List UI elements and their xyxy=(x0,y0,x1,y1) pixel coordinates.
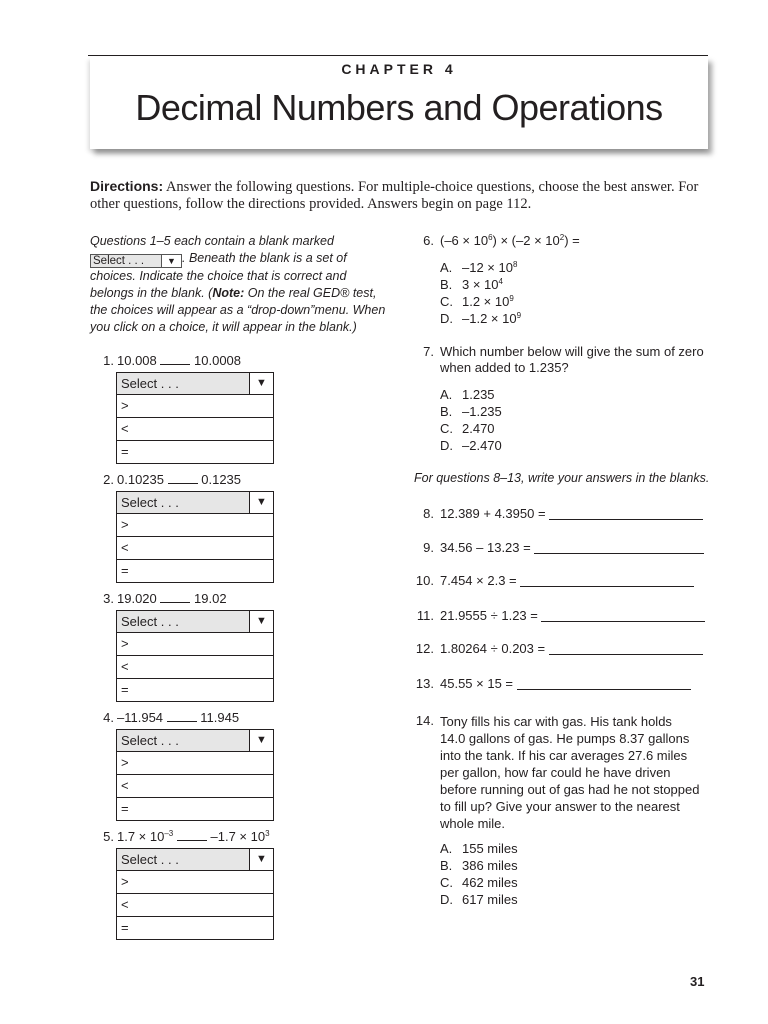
dropdown-select[interactable] xyxy=(116,729,274,752)
exponent: 6 xyxy=(488,233,493,242)
chevron-down-icon[interactable]: ▼ xyxy=(249,373,273,394)
sample-select-label: Select . . . xyxy=(93,255,145,267)
dropdown-placeholder: Select . . . xyxy=(121,614,179,629)
question-text: Tony fills his car with gas. His tank holds xyxy=(440,714,672,729)
option-text: 1.235 xyxy=(462,387,495,402)
option-letter: D. xyxy=(440,892,453,907)
option-letter: B. xyxy=(440,858,453,873)
question-number: 9. xyxy=(423,540,434,555)
option-letter: C. xyxy=(440,294,453,309)
dropdown-option-greater[interactable]: > xyxy=(116,871,274,894)
question-text: to fill up? Give your answer to the nearest xyxy=(440,799,680,814)
option-text: 3 × 10 xyxy=(462,277,499,292)
option-d[interactable] xyxy=(440,310,521,327)
question-text: (–6 × 10 xyxy=(440,233,489,248)
sample-select xyxy=(90,254,182,268)
option-letter: B. xyxy=(440,277,453,292)
answer-blank[interactable] xyxy=(534,542,704,554)
answer-blank[interactable] xyxy=(541,610,705,622)
answer-blank xyxy=(160,591,190,603)
dropdown-option-less[interactable]: < xyxy=(116,537,274,560)
option-text: 155 miles xyxy=(462,841,518,856)
answer-blank[interactable] xyxy=(549,508,703,520)
question-text: 34.56 – 13.23 = xyxy=(440,540,531,555)
question-left-value: 1.7 × 10 xyxy=(117,829,165,844)
question-right-value: 11.945 xyxy=(200,710,240,725)
option-text: 1.2 × 10 xyxy=(462,294,510,309)
option-text: –2.470 xyxy=(462,438,502,453)
option-d[interactable] xyxy=(440,891,518,908)
dropdown-option-equal[interactable]: = xyxy=(116,798,274,821)
question-number: 4. xyxy=(103,710,114,725)
dropdown-option-greater[interactable]: > xyxy=(116,752,274,775)
option-d[interactable] xyxy=(440,437,502,454)
intro-part3: On the real GED® test, the choices will appear as a “drop-down”menu. When you click on a choice, it will appear in the blank.) xyxy=(90,286,386,334)
dropdown-option-greater[interactable]: > xyxy=(116,514,274,537)
question-text: ) × (–2 × 10 xyxy=(492,233,560,248)
exponent: –3 xyxy=(164,829,174,838)
question-number: 8. xyxy=(423,506,434,521)
exponent: 8 xyxy=(512,260,518,269)
exponent: 2 xyxy=(559,233,565,242)
question-text: 45.55 × 15 = xyxy=(440,676,514,691)
question-left-value: 19.020 xyxy=(117,591,157,606)
answer-blank xyxy=(177,829,207,841)
dropdown-placeholder: Select . . . xyxy=(121,495,179,510)
note-label: Note: xyxy=(212,286,245,300)
option-text: –1.235 xyxy=(462,404,502,419)
option-text: 386 miles xyxy=(462,858,518,873)
question-14-options xyxy=(440,840,518,908)
page-title: Decimal Numbers and Operations xyxy=(135,87,663,128)
question-text: 14.0 gallons of gas. He pumps 8.37 gallons xyxy=(440,731,690,746)
answer-blank[interactable] xyxy=(517,678,691,690)
option-b[interactable] xyxy=(440,857,518,874)
directions xyxy=(90,178,710,213)
chevron-down-icon[interactable]: ▼ xyxy=(249,611,273,632)
chevron-down-icon: ▼ xyxy=(161,255,181,267)
page-number: 31 xyxy=(690,974,705,989)
top-rule xyxy=(88,55,708,56)
option-a[interactable] xyxy=(440,259,521,276)
option-a[interactable] xyxy=(440,840,518,857)
option-text: 2.470 xyxy=(462,421,495,436)
answer-dropdown-5[interactable] xyxy=(116,848,274,940)
dropdown-option-less[interactable]: < xyxy=(116,894,274,917)
dropdown-select[interactable] xyxy=(116,491,274,514)
option-letter: C. xyxy=(440,421,453,436)
dropdown-select[interactable] xyxy=(116,848,274,871)
option-letter: A. xyxy=(440,387,453,402)
question-left-value: 10.008 xyxy=(117,353,157,368)
dropdown-placeholder: Select . . . xyxy=(121,852,179,867)
question-number: 12. xyxy=(415,641,434,656)
question-text: Which number below will give the sum of zero xyxy=(440,344,704,359)
option-c[interactable] xyxy=(440,293,521,310)
option-text: –1.2 × 10 xyxy=(462,311,517,326)
question-right-value: –1.7 × 10 xyxy=(210,829,266,844)
option-letter: A. xyxy=(440,841,453,856)
answer-dropdown-4[interactable] xyxy=(116,729,274,821)
directions-text: Answer the following questions. For multiple-choice questions, choose the best answer. For other questions, follow the directions provided. Answers begin on page 112. xyxy=(90,179,699,212)
question-number: 1. xyxy=(103,353,114,368)
dropdown-option-less[interactable]: < xyxy=(116,418,274,441)
intro-text xyxy=(90,233,390,336)
question-number: 6. xyxy=(423,233,434,248)
answer-blank xyxy=(160,353,190,365)
option-text: –12 × 10 xyxy=(462,260,513,275)
question-text: per gallon, how far could he have driven xyxy=(440,765,671,780)
dropdown-select[interactable] xyxy=(116,610,274,633)
answer-dropdown-3[interactable] xyxy=(116,610,274,702)
question-text: 12.389 + 4.3950 = xyxy=(440,506,546,521)
exponent: 4 xyxy=(498,277,503,286)
question-number: 11. xyxy=(416,608,434,623)
question-text: into the tank. If his car averages 27.6 miles xyxy=(440,748,688,763)
question-right-value: 10.0008 xyxy=(194,353,242,368)
option-letter: B. xyxy=(440,404,453,419)
chapter-header xyxy=(90,57,708,149)
directions-label: Directions: xyxy=(90,178,164,194)
question-text: whole mile. xyxy=(440,816,506,831)
exponent: 9 xyxy=(516,311,522,320)
question-number: 10. xyxy=(415,573,434,588)
question-right-value: 19.02 xyxy=(194,591,227,606)
question-right-value: 0.1235 xyxy=(201,472,242,487)
option-a[interactable] xyxy=(440,386,502,403)
question-number: 2. xyxy=(103,472,114,487)
exponent: 3 xyxy=(265,829,270,838)
dropdown-option-equal[interactable]: = xyxy=(116,441,274,464)
chapter-label: CHAPTER 4 xyxy=(341,61,457,77)
question-text: ) = xyxy=(564,233,580,248)
dropdown-option-greater[interactable]: > xyxy=(116,395,274,418)
option-c[interactable] xyxy=(440,874,518,891)
option-letter: D. xyxy=(440,311,453,326)
option-text: 617 miles xyxy=(462,892,518,907)
chevron-down-icon[interactable]: ▼ xyxy=(249,730,273,751)
answer-blank xyxy=(168,472,198,484)
dropdown-option-less[interactable]: < xyxy=(116,656,274,679)
dropdown-option-equal[interactable]: = xyxy=(116,679,274,702)
fill-in-instructions: For questions 8–13, write your answers in the blanks. xyxy=(414,471,710,485)
dropdown-placeholder: Select . . . xyxy=(121,733,179,748)
answer-blank xyxy=(167,710,197,722)
option-b[interactable] xyxy=(440,403,502,420)
intro-part1: Questions 1–5 each contain a blank marked xyxy=(90,234,334,248)
option-letter: C. xyxy=(440,875,453,890)
dropdown-option-greater[interactable]: > xyxy=(116,633,274,656)
intro-part2: . Beneath the blank is a set of choices. Indicate the choice that is correct and belongs in the blank. ( xyxy=(90,251,347,300)
question-text: 1.80264 ÷ 0.203 = xyxy=(440,641,546,656)
dropdown-select[interactable] xyxy=(116,372,274,395)
dropdown-option-less[interactable]: < xyxy=(116,775,274,798)
question-number: 5. xyxy=(103,829,114,844)
question-left-value: –11.954 xyxy=(117,710,164,725)
option-letter: D. xyxy=(440,438,453,453)
question-number: 7. xyxy=(423,344,434,359)
option-letter: A. xyxy=(440,260,453,275)
exponent: 9 xyxy=(509,294,514,303)
answer-dropdown-2[interactable] xyxy=(116,491,274,583)
question-6-options xyxy=(440,259,521,327)
chevron-down-icon[interactable]: ▼ xyxy=(249,492,273,513)
answer-blank[interactable] xyxy=(520,575,694,587)
question-number: 3. xyxy=(103,591,114,606)
question-text: 21.9555 ÷ 1.23 = xyxy=(440,608,538,623)
answer-blank[interactable] xyxy=(549,643,703,655)
answer-dropdown-1[interactable] xyxy=(116,372,274,464)
option-c[interactable] xyxy=(440,420,502,437)
question-text: before running out of gas had he not stopped xyxy=(440,782,700,797)
dropdown-placeholder: Select . . . xyxy=(121,376,179,391)
question-text: 7.454 × 2.3 = xyxy=(440,573,517,588)
question-left-value: 0.10235 xyxy=(117,472,164,487)
question-number: 13. xyxy=(415,676,434,691)
dropdown-option-equal[interactable]: = xyxy=(116,917,274,940)
chevron-down-icon[interactable]: ▼ xyxy=(249,849,273,870)
option-b[interactable] xyxy=(440,276,521,293)
question-number: 14. xyxy=(415,713,434,728)
option-text: 462 miles xyxy=(462,875,518,890)
question-text: when added to 1.235? xyxy=(440,360,569,375)
dropdown-option-equal[interactable]: = xyxy=(116,560,274,583)
question-7-options xyxy=(440,386,502,454)
